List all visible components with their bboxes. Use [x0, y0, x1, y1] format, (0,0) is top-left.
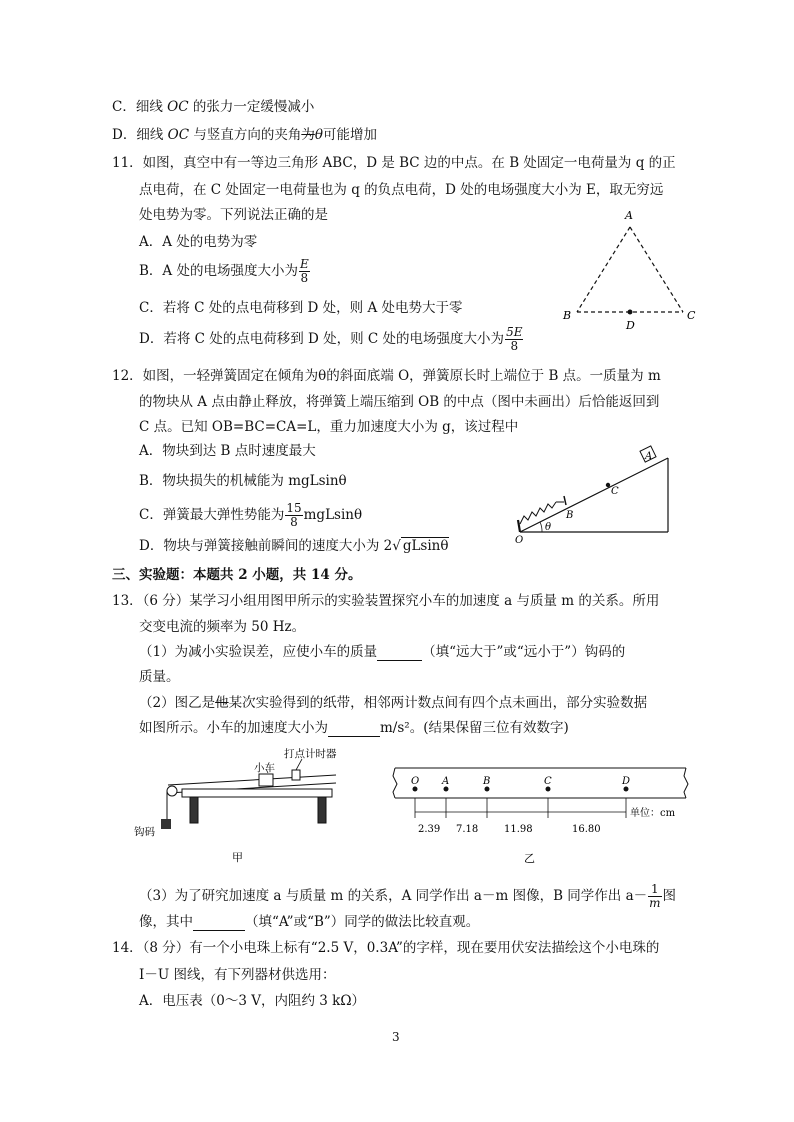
q11-stem-line3: 处电势为零。下列说法正确的是	[139, 207, 328, 223]
q13-apparatus-diagram	[130, 745, 350, 865]
q12-label-c: C	[611, 486, 619, 497]
q13-caption-jia: 甲	[232, 851, 243, 864]
q12-incline-diagram	[508, 450, 678, 545]
q13-label-hook: 钩码	[134, 826, 155, 838]
q11-label-c: C	[687, 309, 696, 322]
q13-part1-blank	[377, 646, 422, 661]
tape-point-a: A	[442, 776, 450, 787]
tape-segment-ab: 7.18	[456, 824, 479, 835]
q12-label-o: O	[515, 535, 524, 546]
q12-label-theta: θ	[545, 522, 552, 533]
q13-part3: （3）为了研究加速度 a 与质量 m 的关系，A 同学作出 a－m 图像，B 同学作出 a－ $\frac{1}{m}$ 图	[139, 882, 677, 910]
q13-label-car: 小车	[254, 762, 275, 774]
q12-option-b: B．物块损失的机械能为 mgLsinθ	[139, 473, 347, 489]
tape-segment-oa: 2.39	[418, 824, 441, 835]
tape-segment-bc: 11.98	[504, 824, 533, 835]
q13-caption-yi: 乙	[524, 852, 535, 865]
q10-option-c: C．细线 OC 的张力一定缓慢减小	[112, 99, 315, 115]
q12-label-a: A	[645, 451, 653, 462]
q14-stem-line1: 14．（8 分）有一个小电珠上标有“2.5 V，0.3A”的字样，现在要用伏安法描绘这个小电珠的	[112, 940, 660, 956]
q13-part3-line2: 像，其中 （填“A”或“B”）同学的做法比较直观。	[139, 914, 480, 930]
q12-stem-line3: C 点。已知 OB=BC=CA=L，重力加速度大小为 g，该过程中	[139, 419, 519, 435]
tape-point-c: C	[544, 776, 552, 787]
q11-stem-line1: 11．如图，真空中有一等边三角形 ABC，D 是 BC 边的中点。在 B 处固定一电荷量为 q 的正	[112, 155, 676, 171]
q12-label-b: B	[566, 510, 574, 521]
section-3-heading: 三、实验题：本题共 2 小题，共 14 分。	[112, 567, 362, 583]
q10-option-d: D．细线 OC 与竖直方向的夹角为θ可能增加	[112, 127, 377, 143]
tape-point-o: O	[411, 776, 420, 787]
q13-stem-line2: 交变电流的频率为 50 Hz。	[139, 619, 306, 635]
q13-tape-diagram	[390, 760, 690, 865]
q12-option-c: C．弹簧最大弹性势能为 $\frac{15}{8}$ mgLsinθ	[139, 501, 363, 529]
q11-label-b: B	[563, 309, 572, 322]
q12-option-d: D．物块与弹簧接触前瞬间的速度大小为 2√ gLsinθ	[139, 538, 449, 554]
q13-part3-blank	[193, 916, 245, 931]
q13-part2-blank	[328, 722, 380, 737]
q11-option-d: D．若将 C 处的点电荷移到 D 处，则 C 处的电场强度大小为 $\frac{5E}{8}$	[139, 325, 523, 353]
q11-stem-line2: 点电荷，在 C 处固定一电荷量也为 q 的负点电荷，D 处的电场强度大小为 E，取无穷远	[139, 182, 664, 198]
q12-stem-line1: 12．如图，一轻弹簧固定在倾角为θ的斜面底端 O，弹簧原长时上端位于 B 点。一质量为 m	[112, 368, 661, 384]
q13-part1: （1）为减小实验误差，应使小车的质量 （填“远大于”或“远小于”）钩码的	[139, 644, 626, 660]
q11-label-d: D	[626, 319, 635, 332]
q13-part1-line2: 质量。	[139, 669, 180, 685]
q11-option-b: B．A 处的电场强度大小为 $\frac{E}{8}$	[139, 257, 309, 285]
q13-part2: （2）图乙是他某次实验得到的纸带，相邻两计数点间有四个点未画出，部分实验数据	[139, 695, 648, 711]
q11-option-c: C．若将 C 处的点电荷移到 D 处，则 A 处电势大于零	[139, 300, 463, 316]
q13-part2-line2: 如图所示。小车的加速度大小为 m/s²。(结果保留三位有效数字)	[139, 720, 569, 736]
q14-option-a: A．电压表（0～3 V，内阻约 3 kΩ）	[139, 993, 366, 1009]
q14-stem-line2: I－U 图线，有下列器材供选用：	[139, 967, 336, 983]
tape-unit: 单位：cm	[630, 808, 676, 819]
page-number: 3	[392, 1030, 400, 1044]
q11-triangle-diagram	[555, 205, 705, 335]
q11-option-a: A．A 处的电势为零	[139, 234, 258, 250]
q12-option-a: A．物块到达 B 点时速度最大	[139, 443, 316, 459]
tape-point-d: D	[622, 776, 631, 787]
q11-label-a: A	[625, 209, 633, 222]
q13-label-timer: 打点计时器	[284, 748, 337, 760]
q13-stem-line1: 13．（6 分）某学习小组用图甲所示的实验装置探究小车的加速度 a 与质量 m 的关系。所用	[112, 593, 660, 609]
q12-stem-line2: 的物块从 A 点由静止释放，将弹簧上端压缩到 OB 的中点（图中未画出）后恰能返回到	[139, 394, 660, 410]
tape-segment-cd: 16.80	[572, 824, 601, 835]
tape-point-b: B	[483, 776, 491, 787]
